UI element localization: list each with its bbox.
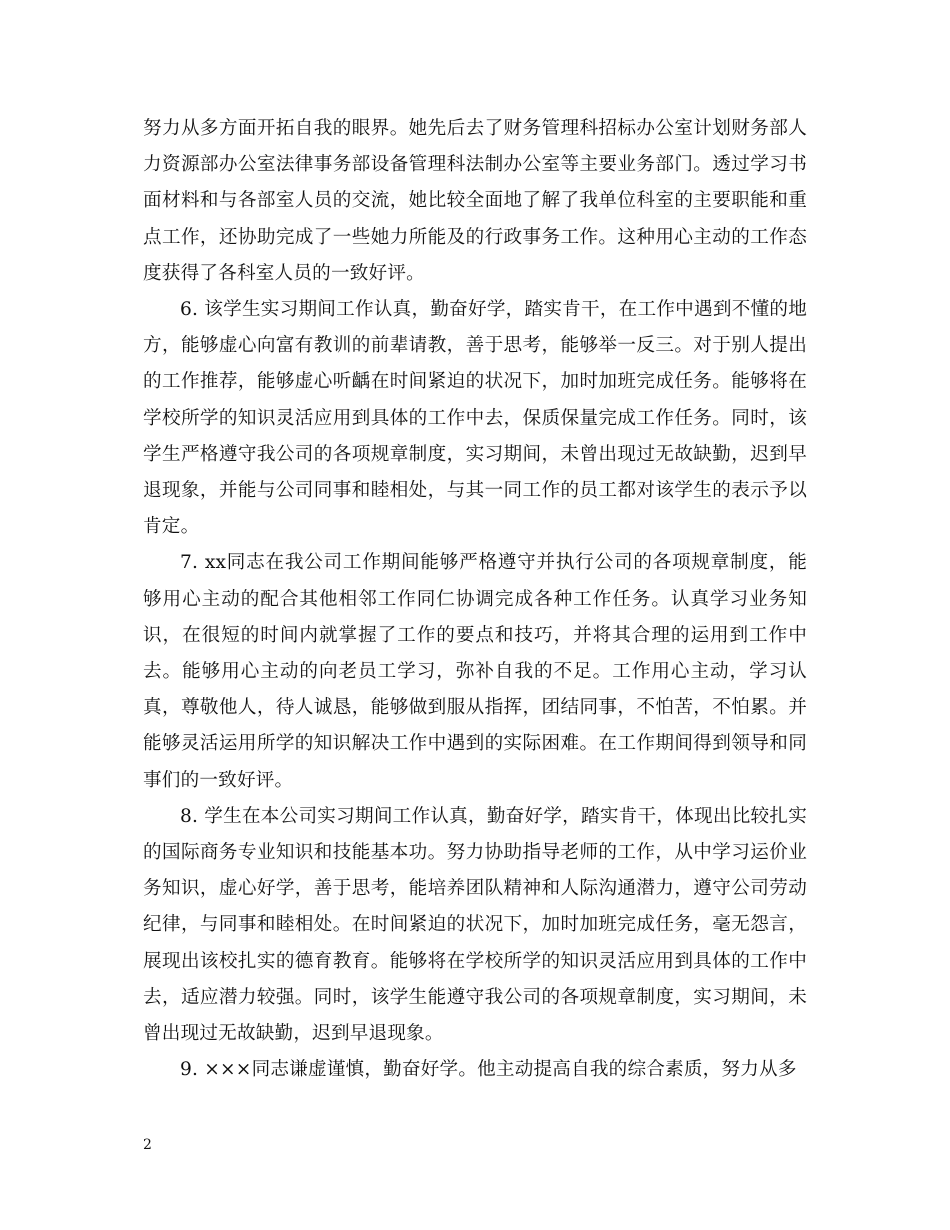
paragraph-continuation: 努力从多方面开拓自我的眼界。她先后去了财务管理科招标办公室计划财务部人力资源部办公室法律事务部设备管理科法制办公室等主要业务部门。透过学习书面材料和与各部室人员的交流，她比较全面地了解了我单位科室的主要职能和重点工作，还协助完成了一些她力所能及的行政事务工作。这种用心主动的工作态度获得了各科室人员的一致好评。 xyxy=(143,118,807,284)
paragraph-item-8: 8. 学生在本公司实习期间工作认真，勤奋好学，踏实肯干，体现出比较扎实的国际商务专业知识和技能基本功。努力协助指导老师的工作，从中学习运价业务知识，虚心好学，善于思考，能培养团队精神和人际沟通潜力，遵守公司劳动纪律，与同事和睦相处。在时间紧迫的状况下，加时加班完成任务，毫无怨言，展现出该校扎实的德育教育。能够将在学校所学的知识灵活应用到具体的工作中去，适应潜力较强。同时，该学生能遵守我公司的各项规章制度，实习期间，未曾出现过无故缺勤，迟到早退现象。 xyxy=(143,805,807,1045)
document-body xyxy=(143,111,807,1088)
paragraph-item-7: 7. xx同志在我公司工作期间能够严格遵守并执行公司的各项规章制度，能够用心主动的配合其他相邻工作同仁协调完成各种工作任务。认真学习业务知识，在很短的时间内就掌握了工作的要点和技巧，并将其合理的运用到工作中去。能够用心主动的向老员工学习，弥补自我的不足。工作用心主动，学习认真，尊敬他人，待人诚恳，能够做到服从指挥，团结同事，不怕苦，不怕累。并能够灵活运用所学的知识解决工作中遇到的实际困难。在工作期间得到领导和同事们的一致好评。 xyxy=(143,552,807,791)
page-number: 2 xyxy=(143,1137,152,1153)
paragraph-item-9: 9. ×××同志谦虚谨慎，勤奋好学。他主动提高自我的综合素质，努力从多 xyxy=(180,1059,797,1081)
paragraph-item-6: 6. 该学生实习期间工作认真，勤奋好学，踏实肯干，在工作中遇到不懂的地方，能够虚心向富有教训的前辈请教，善于思考，能够举一反三。对于别人提出的工作推荐，能够虚心听齲在时间紧迫的状况下，加时加班完成任务。能够将在学校所学的知识灵活应用到具体的工作中去，保质保量完成工作任务。同时，该学生严格遵守我公司的各项规章制度，实习期间，未曾出现过无故缺勤，迟到早退现象，并能与公司同事和睦相处，与其一同工作的员工都对该学生的表示予以肯定。 xyxy=(143,299,807,538)
